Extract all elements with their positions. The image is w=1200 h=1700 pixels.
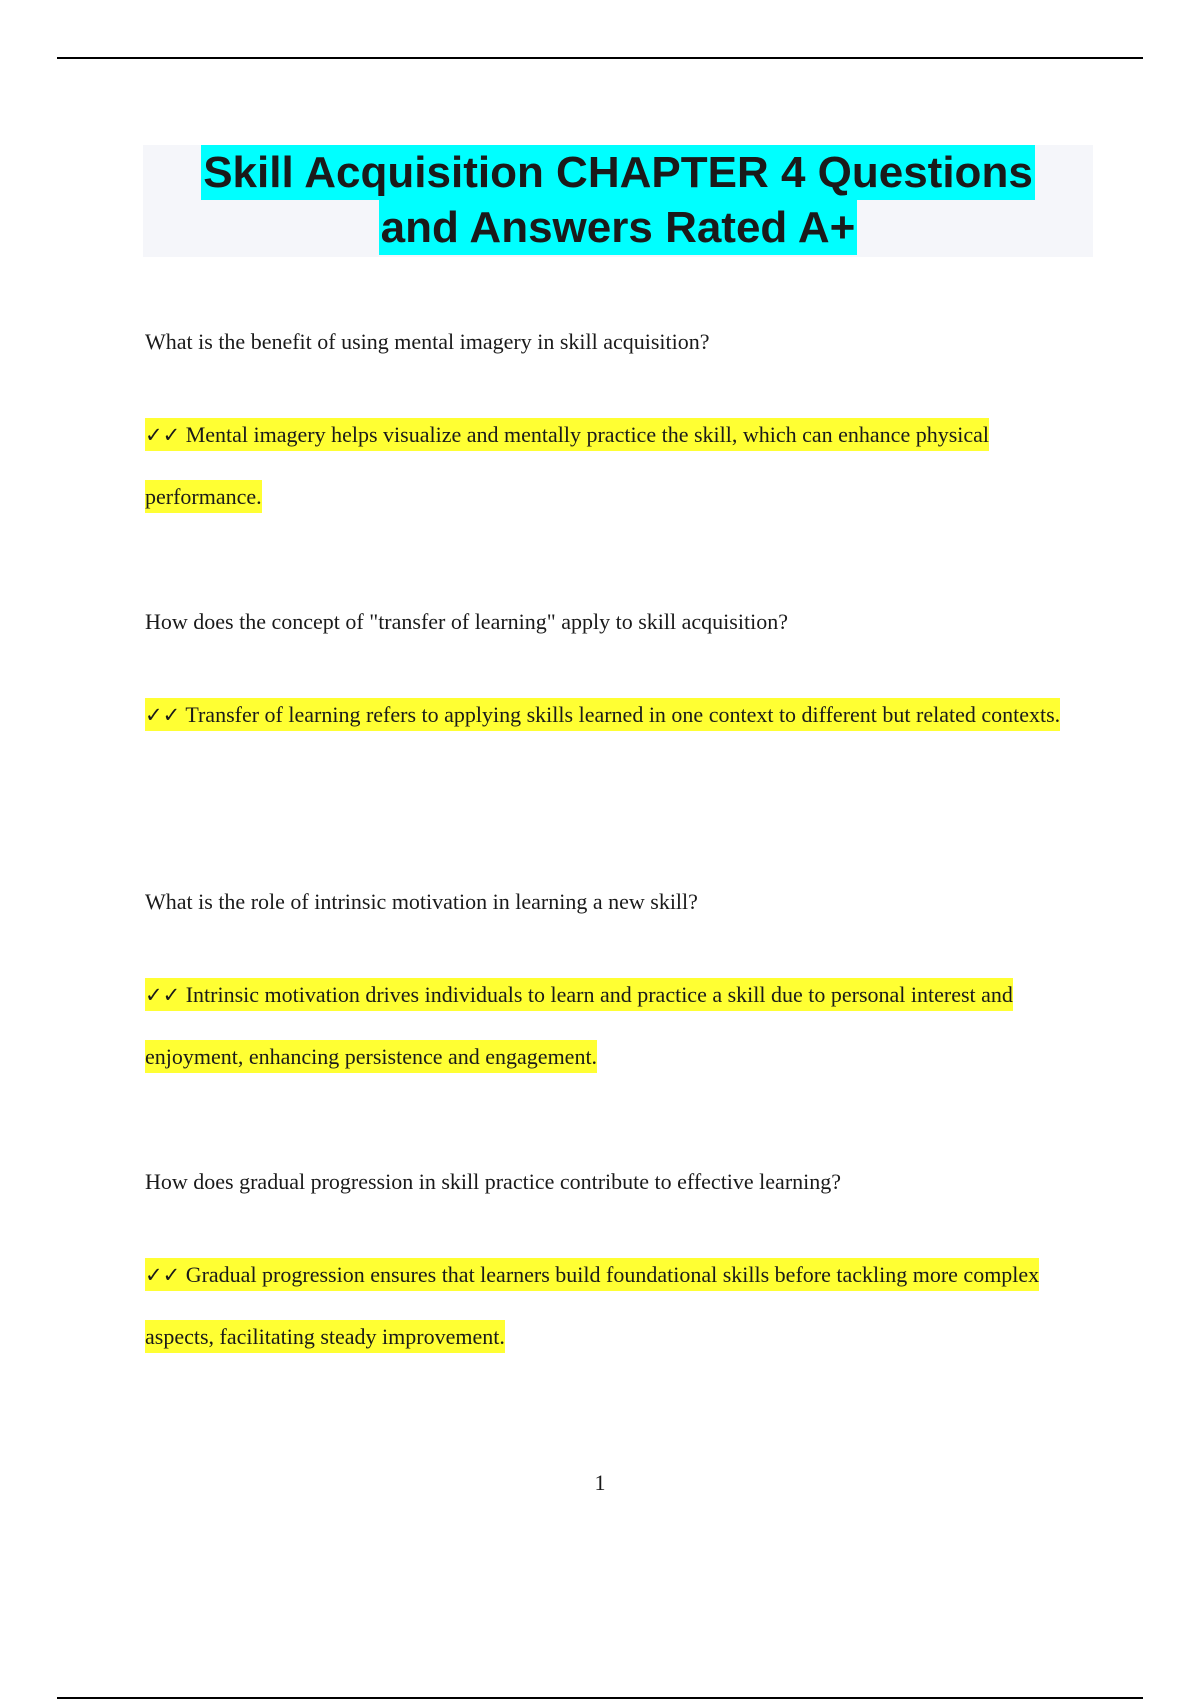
qa-item-2 xyxy=(145,608,1085,727)
answer-block xyxy=(145,964,1085,1087)
answer-text: Gradual progression ensures that learners build foundational skills before tackling more complex aspects, facilitating steady improvement. xyxy=(145,1262,1040,1349)
answer-text: Intrinsic motivation drives individuals to learn and practice a skill due to personal interest and enjoyment, enhancing persistence and engagement. xyxy=(145,982,1013,1069)
title-line-1: Skill Acquisition CHAPTER 4 Questions xyxy=(201,145,1035,200)
answer-text: Mental imagery helps visualize and mentally practice the skill, which can enhance physical performance. xyxy=(145,422,990,509)
double-check-icon: ✓✓ xyxy=(145,1263,181,1287)
answer-block xyxy=(145,684,1085,746)
qa-item-4 xyxy=(145,1168,1085,1349)
double-check-icon: ✓✓ xyxy=(145,983,181,1007)
question-text: How does gradual progression in skill practice contribute to effective learning? xyxy=(145,1169,842,1194)
double-check-icon: ✓✓ xyxy=(145,423,181,447)
title-line-2: and Answers Rated A+ xyxy=(379,200,858,255)
bottom-rule xyxy=(57,1697,1143,1699)
question-text: What is the role of intrinsic motivation in learning a new skill? xyxy=(145,889,698,914)
qa-item-3 xyxy=(145,888,1085,1069)
page-number: 1 xyxy=(594,1470,606,1495)
answer-block xyxy=(145,1244,1085,1367)
double-check-icon: ✓✓ xyxy=(145,703,181,727)
answer-text: Transfer of learning refers to applying skills learned in one context to different but related contexts. xyxy=(185,702,1061,727)
question-text: What is the benefit of using mental imagery in skill acquisition? xyxy=(145,329,710,354)
document-title xyxy=(143,145,1093,257)
answer-highlight xyxy=(145,978,1013,1073)
question-text: How does the concept of "transfer of learning" apply to skill acquisition? xyxy=(145,609,788,634)
answer-highlight xyxy=(145,418,989,513)
answer-block xyxy=(145,404,1085,527)
qa-item-1 xyxy=(145,328,1085,509)
answer-highlight xyxy=(145,698,1060,731)
top-rule xyxy=(57,57,1143,59)
answer-highlight xyxy=(145,1258,1039,1353)
